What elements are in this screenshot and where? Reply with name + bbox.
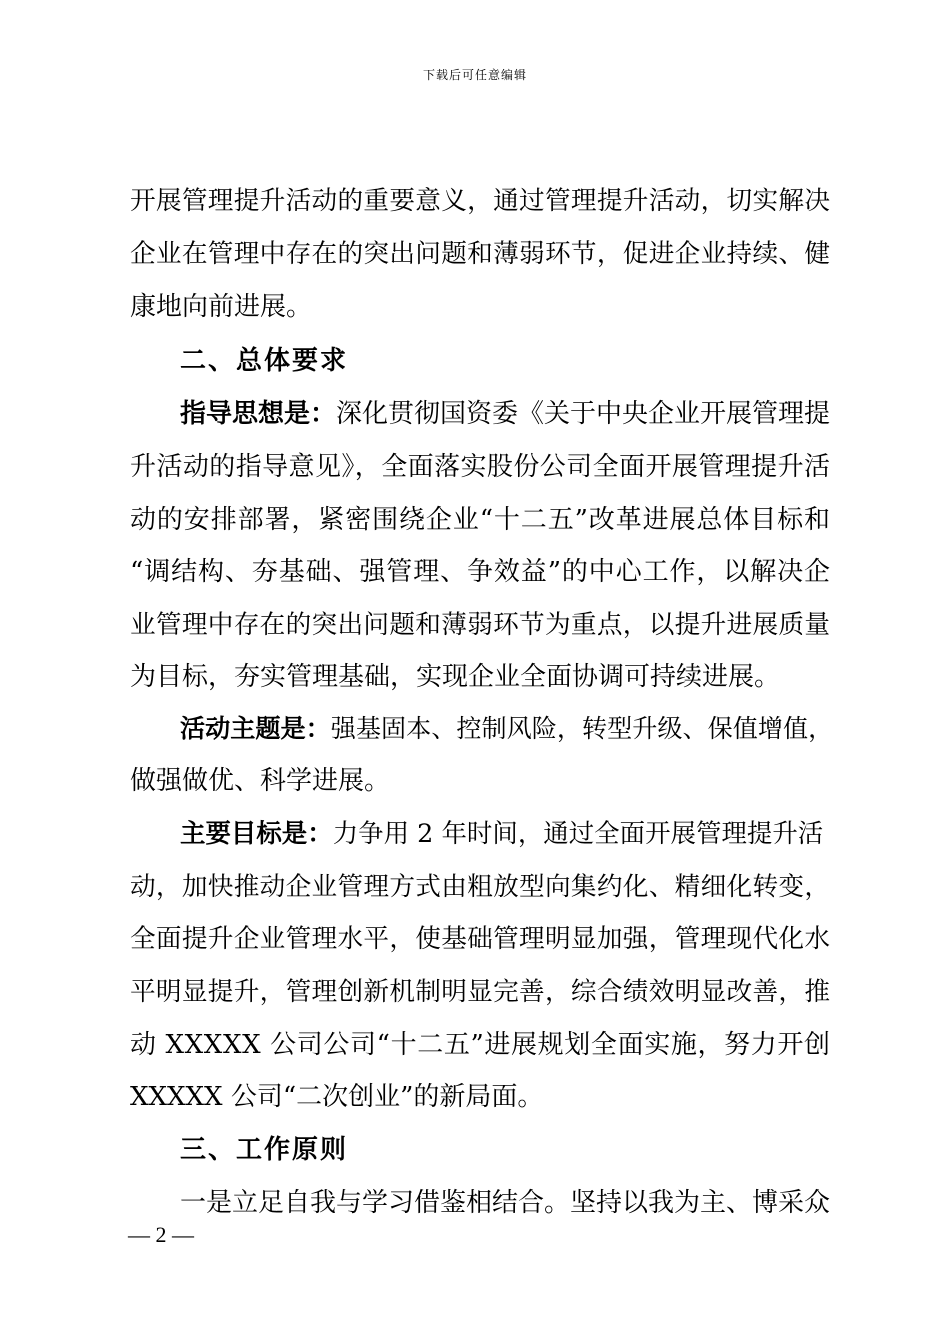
body-line: 一是立足自我与学习借鉴相结合。坚持以我为主、博采众 — [180, 1188, 831, 1218]
theme-label: 活动主题是： — [180, 714, 331, 743]
guiding-first-line — [180, 399, 830, 429]
page-header: 下载后可任意编辑 — [422, 68, 527, 82]
section-heading: 三、工作原则 — [180, 1135, 349, 1165]
guiding-label: 指导思想是： — [180, 399, 337, 429]
goal-label: 主要目标是： — [180, 819, 333, 849]
body-line: 动的安排部署，紧密围绕企业“十二五”改革进展总体目标和 — [130, 505, 831, 535]
goal-text: 力争用 2 年时间，通过全面开展管理提升活 — [332, 819, 824, 849]
body-line: 动，加快推动企业管理方式由粗放型向集约化、精细化转变， — [130, 872, 831, 902]
body-line: 升活动的指导意见》，全面落实股份公司全面开展管理提升活 — [130, 452, 831, 482]
body-line: 为目标，夯实管理基础，实现企业全面协调可持续进展。 — [130, 662, 781, 692]
page-number: — 2 — — [128, 1222, 194, 1247]
section-heading: 二、总体要求 — [180, 346, 349, 376]
body-line: 做强做优、科学进展。 — [130, 766, 391, 796]
theme-first-line — [180, 714, 840, 744]
body-line: 全面提升企业管理水平，使基础管理明显加强，管理现代化水 — [130, 924, 831, 954]
body-line: 业管理中存在的突出问题和薄弱环节为重点，以提升进展质量 — [130, 610, 831, 640]
body-line: 康地向前进展。 — [130, 292, 313, 322]
body-line: 企业在管理中存在的突出问题和薄弱环节，促进企业持续、健 — [130, 239, 831, 269]
goal-first-line — [180, 819, 830, 849]
body-line: 动 XXXXX 公司公司“十二五”进展规划全面实施，努力开创 — [130, 1030, 831, 1060]
body-line: “调结构、夯基础、强管理、争效益”的中心工作，以解决企 — [130, 557, 831, 587]
body-line: XXXXX 公司“二次创业”的新局面。 — [130, 1082, 544, 1112]
guiding-text: 深化贯彻国资委《关于中央企业开展管理提 — [336, 399, 831, 429]
body-line: 平明显提升，管理创新机制明显完善，综合绩效明显改善，推 — [130, 977, 831, 1007]
body-line: 开展管理提升活动的重要意义，通过管理提升活动，切实解决 — [130, 186, 831, 216]
theme-text: 强基固本、控制风险，转型升级、保值增值， — [330, 714, 834, 743]
